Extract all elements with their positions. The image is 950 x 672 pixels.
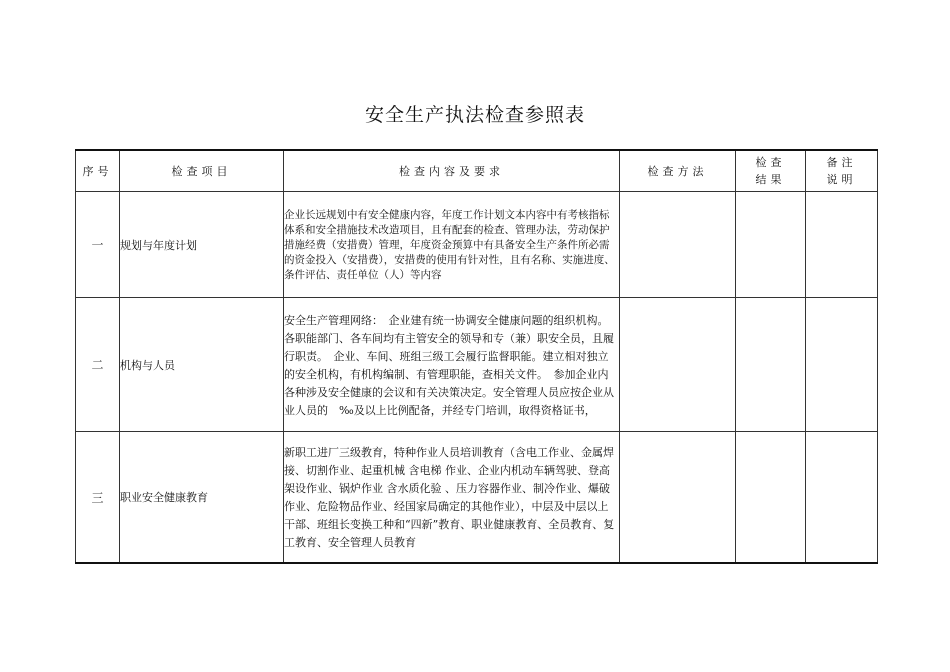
header-seq: 序号 (76, 150, 120, 192)
header-content: 检查内容及要求 (284, 150, 620, 192)
row-number: 一 (76, 192, 120, 298)
document-title: 安全生产执法检查参照表 (364, 104, 585, 126)
row-result-cell (736, 432, 806, 564)
inspection-table (75, 149, 878, 564)
row-result-cell (736, 192, 806, 298)
row-number: 二 (76, 298, 120, 432)
header-result (736, 150, 806, 192)
row-remark-cell (806, 432, 878, 564)
table-row (76, 298, 878, 432)
row-content: 企业长远规划中有安全健康内容，年度工作计划文本内容中有考核指标体系和安全措施技术改造项目，且有配套的检查、管理办法，劳动保护措施经费（安措费）管理，年度资金预算中有具备安全生产条件所必需的资金投入（安措费），安措费的使用有针对性，且有名称、实施进度、条件评估、责任单位（人）等内容 (284, 192, 620, 298)
header-result-top: 检查 (755, 156, 786, 169)
row-content: 安全生产管理网络： 企业建有统一协调安全健康问题的组织机构。 各职能部门、各车间均有主管安全的领导和专（兼）职安全员，且履行职责。 企业、车间、班组三级工会履行监督职能。建立相对独立的安全机构，有机构编制、有管理职能，查相关文件。 参加企业内各种涉及安全健康的会议和有关决策决定。安全管理人员应按企业从业人员的 ‰及以上比例配备，并经专门培训，取得资格证书， (284, 298, 620, 432)
row-remark-cell (806, 192, 878, 298)
table-row (76, 432, 878, 564)
header-remark-top: 备注 (826, 156, 857, 169)
row-number: 三 (76, 432, 120, 564)
row-item: 规划与年度计划 (120, 192, 284, 298)
row-method-cell (620, 432, 736, 564)
row-item: 职业安全健康教育 (120, 432, 284, 564)
header-item: 检查项目 (120, 150, 284, 192)
header-remark-bottom: 说明 (826, 173, 857, 186)
table-row (76, 192, 878, 298)
header-remark (806, 150, 878, 192)
header-row (76, 150, 878, 192)
row-method-cell (620, 298, 736, 432)
row-method-cell (620, 192, 736, 298)
row-item: 机构与人员 (120, 298, 284, 432)
header-method: 检查方法 (620, 150, 736, 192)
header-result-bottom: 结果 (755, 173, 786, 186)
row-remark-cell (806, 298, 878, 432)
row-content: 新职工进厂三级教育，特种作业人员培训教育（含电工作业、金属焊接、切割作业、起重机械 含电梯 作业、企业内机动车辆驾驶、登高架设作业、锅炉作业 含水质化验 、压力容器作业、制冷作业、爆破作业、危险物品作业、经国家局确定的其他作业），中层及中层以上干部、班组长变换工种和“四新”教育、职业健康教育、全员教育、复工教育、安全管理人员教育 (284, 432, 620, 564)
row-result-cell (736, 298, 806, 432)
